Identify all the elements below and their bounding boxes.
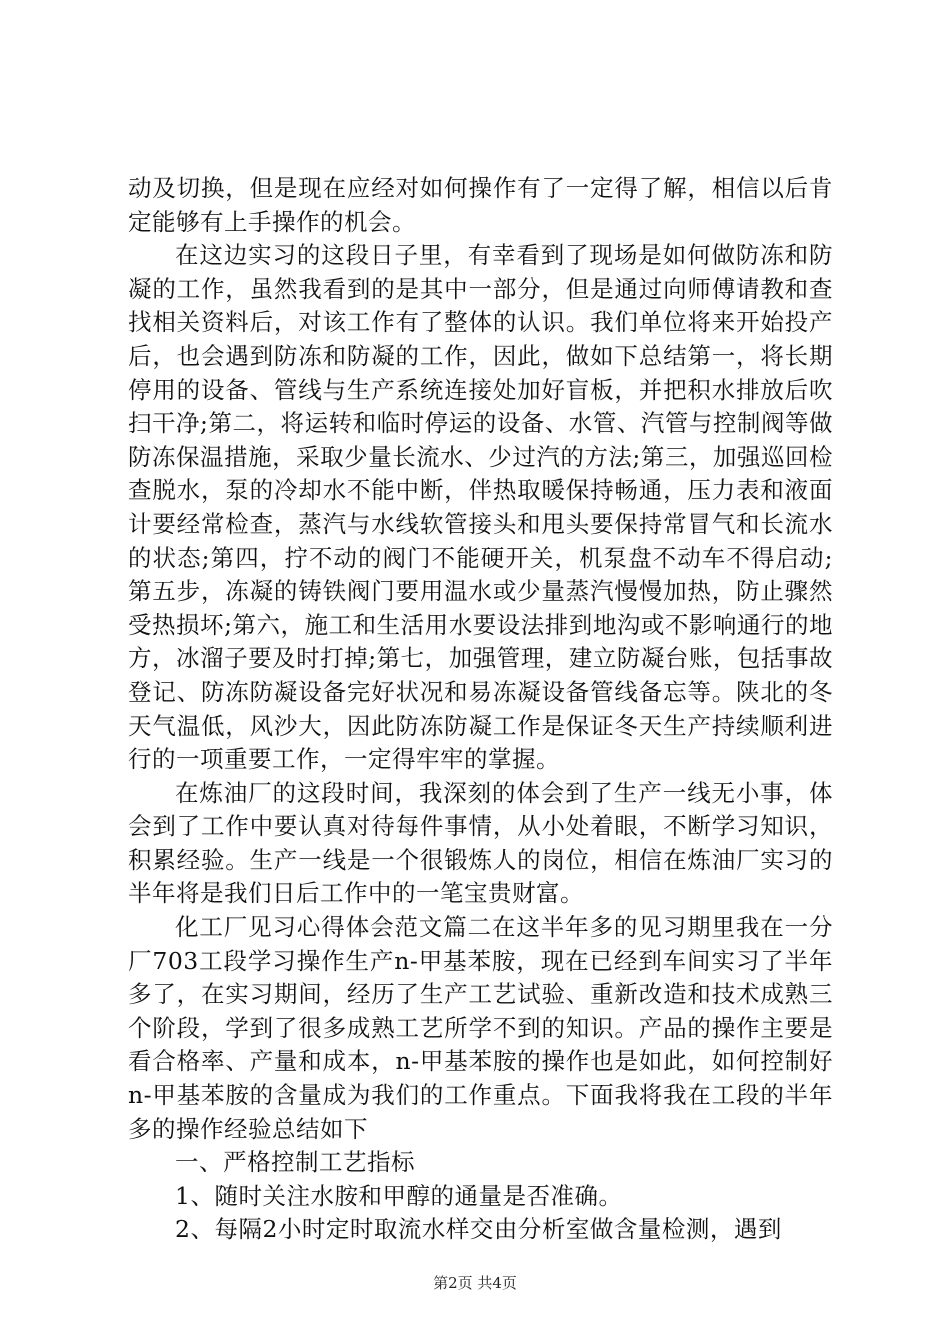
document-body [128, 172, 833, 1247]
list-item: 2、每隔2小时定时取流水样交由分析室做含量检测，遇到 [175, 1215, 782, 1244]
paragraph-essay-two: 化工厂见习心得体会范文篇二在这半年多的见习期里我在一分厂703工段学习操作生产n-甲基苯胺，现在已经到车间实习了半年多了，在实习期间，经历了生产工艺试验、重新改造和技术成熟三个阶段，学到了很多成熟工艺所学不到的知识。产品的操作主要是看合格率、产量和成本，n-甲基苯胺的操作也是如此，如何控制好n-甲基苯胺的含量成为我们的工作重点。下面我将我在工段的半年多的操作经验总结如下 [128, 913, 833, 1143]
page-number: 第2页 共4页 [433, 1274, 517, 1292]
list-item: 1、随时关注水胺和甲醇的通量是否准确。 [175, 1181, 623, 1210]
paragraph-refinery-experience: 在炼油厂的这段时间，我深刻的体会到了生产一线无小事，体会到了工作中要认真对待每件事情，从小处着眼，不断学习知识，积累经验。生产一线是一个很锻炼人的岗位，相信在炼油厂实习的半年将是我们日后工作中的一笔宝贵财富。 [128, 778, 833, 908]
page-footer [0, 1273, 950, 1293]
paragraph-continuation: 动及切换，但是现在应经对如何操作有了一定得了解，相信以后肯定能够有上手操作的机会。 [128, 174, 833, 236]
paragraph-antifreeze: 在这边实习的这段日子里，有幸看到了现场是如何做防冻和防凝的工作，虽然我看到的是其中一部分，但是通过向师傅请教和查找相关资料后，对该工作有了整体的认识。我们单位将来开始投产后，也会遇到防冻和防凝的工作，因此，做如下总结第一，将长期停用的设备、管线与生产系统连接处加好盲板，并把积水排放后吹扫干净;第二，将运转和临时停运的设备、水管、汽管与控制阀等做防冻保温措施，采取少量长流水、少过汽的方法;第三，加强巡回检查脱水，泵的冷却水不能中断，伴热取暖保持畅通，压力表和液面计要经常检查，蒸汽与水线软管接头和甩头要保持常冒气和长流水的状态;第四，拧不动的阀门不能硬开关，机泵盘不动车不得启动;第五步，冻凝的铸铁阀门要用温水或少量蒸汽慢慢加热，防止骤然受热损坏;第六，施工和生活用水要设法排到地沟或不影响通行的地方，冰溜子要及时打掉;第七，加强管理，建立防凝台账，包括事故登记、防冻防凝设备完好状况和易冻凝设备管线备忘等。陕北的冬天气温低，风沙大，因此防冻防凝工作是保证冬天生产持续顺利进行的一项重要工作，一定得牢牢的掌握。 [128, 241, 833, 774]
section-heading: 一、严格控制工艺指标 [175, 1148, 415, 1177]
